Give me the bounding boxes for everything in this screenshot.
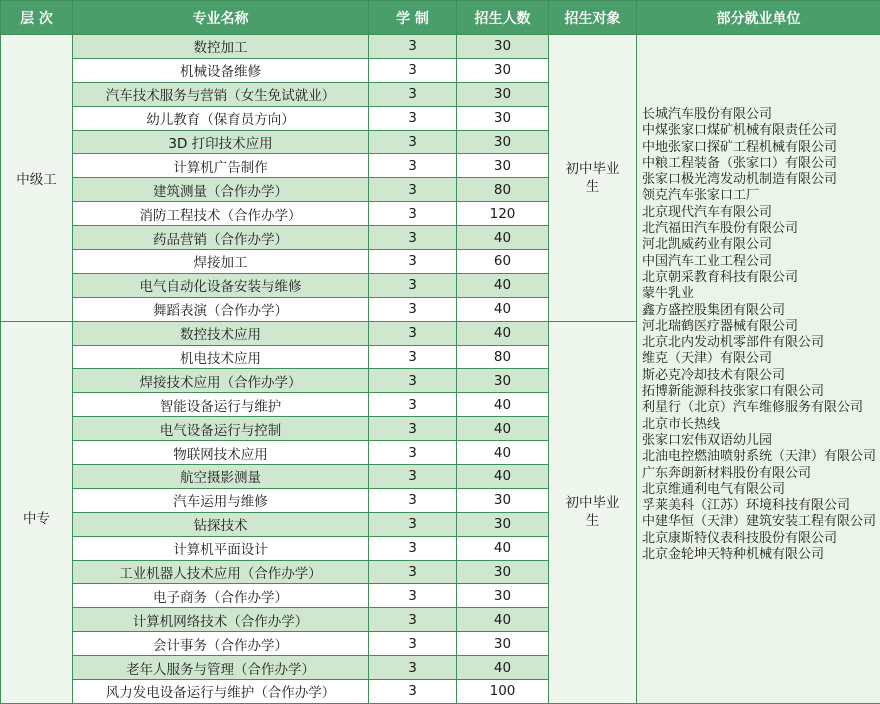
target-line: 初中毕业 xyxy=(565,160,620,177)
target-line: 生 xyxy=(585,178,600,195)
years-cell: 3 xyxy=(369,297,457,321)
major-cell: 3D 打印技术应用 xyxy=(73,130,369,154)
employer-item: 中粮工程装备（张家口）有限公司 xyxy=(642,155,838,171)
years-cell: 3 xyxy=(369,584,457,608)
years-cell: 3 xyxy=(369,226,457,250)
years-cell: 3 xyxy=(369,608,457,632)
major-cell: 钻探技术 xyxy=(73,512,369,536)
employer-item: 北京维通利电气有限公司 xyxy=(642,481,786,497)
employer-item: 广东奔朗新材料股份有限公司 xyxy=(642,465,812,481)
major-cell: 电子商务（合作办学） xyxy=(73,584,369,608)
header-row xyxy=(1,1,880,35)
employer-item: 张家口极光湾发动机制造有限公司 xyxy=(642,172,838,188)
employer-item: 中煤张家口煤矿机械有限责任公司 xyxy=(642,123,838,139)
target-line: 生 xyxy=(585,513,600,530)
employer-item: 北京北内发动机零部件有限公司 xyxy=(642,335,825,351)
years-cell: 3 xyxy=(369,154,457,178)
employer-item: 北京现代汽车有限公司 xyxy=(642,204,773,220)
employer-item: 河北瑞鹤医疗器械有限公司 xyxy=(642,318,799,334)
major-cell: 汽车技术服务与营销（女生免试就业） xyxy=(73,82,369,106)
header-level: 层 次 xyxy=(1,1,73,35)
enrollment-cell: 40 xyxy=(457,465,549,489)
years-cell: 3 xyxy=(369,178,457,202)
years-cell: 3 xyxy=(369,369,457,393)
enrollment-cell: 40 xyxy=(457,441,549,465)
major-cell: 数控加工 xyxy=(73,35,369,59)
header-target: 招生对象 xyxy=(549,1,637,35)
major-cell: 焊接技术应用（合作办学） xyxy=(73,369,369,393)
target-line: 初中毕业 xyxy=(565,495,620,512)
major-cell: 数控技术应用 xyxy=(73,321,369,345)
employer-item: 长城汽车股份有限公司 xyxy=(642,107,773,122)
enrollment-cell: 30 xyxy=(457,82,549,106)
enrollment-cell: 30 xyxy=(457,584,549,608)
enrollment-cell: 30 xyxy=(457,512,549,536)
enrollment-cell: 30 xyxy=(457,632,549,656)
years-cell: 3 xyxy=(369,130,457,154)
major-cell: 会计事务（合作办学） xyxy=(73,632,369,656)
years-cell: 3 xyxy=(369,488,457,512)
years-cell: 3 xyxy=(369,82,457,106)
header-major: 专业名称 xyxy=(73,1,369,35)
years-cell: 3 xyxy=(369,441,457,465)
employer-item: 维克（天津）有限公司 xyxy=(642,351,773,367)
employer-item: 蒙牛乳业 xyxy=(642,286,695,302)
years-cell: 3 xyxy=(369,560,457,584)
major-cell: 老年人服务与管理（合作办学） xyxy=(73,656,369,680)
employer-item: 北油电控燃油喷射系统（天津）有限公司 xyxy=(642,449,877,465)
years-cell: 3 xyxy=(369,680,457,704)
years-cell: 3 xyxy=(369,202,457,226)
enrollment-cell: 80 xyxy=(457,178,549,202)
table-row xyxy=(1,35,880,59)
header-years: 学 制 xyxy=(369,1,457,35)
enrollment-cell: 80 xyxy=(457,345,549,369)
years-cell: 3 xyxy=(369,465,457,489)
employer-item: 孚莱美科（江苏）环境科技有限公司 xyxy=(642,498,851,514)
years-cell: 3 xyxy=(369,512,457,536)
enrollment-cell: 30 xyxy=(457,560,549,584)
enrollment-cell: 40 xyxy=(457,417,549,441)
employer-item: 斯必克冷却技术有限公司 xyxy=(642,367,786,383)
major-cell: 焊接加工 xyxy=(73,250,369,274)
employer-item: 拓博新能源科技张家口有限公司 xyxy=(642,384,825,400)
major-cell: 计算机平面设计 xyxy=(73,536,369,560)
employer-item: 领克汽车张家口工厂 xyxy=(642,188,760,204)
years-cell: 3 xyxy=(369,321,457,345)
enrollment-cell: 30 xyxy=(457,488,549,512)
header-enrollment: 招生人数 xyxy=(457,1,549,35)
major-cell: 建筑测量（合作办学） xyxy=(73,178,369,202)
enrollment-cell: 30 xyxy=(457,369,549,393)
employer-item: 鑫方盛控股集团有限公司 xyxy=(642,302,786,318)
employer-item: 北汽福田汽车股份有限公司 xyxy=(642,221,799,237)
employer-item: 中建华恒（天津）建筑安装工程有限公司 xyxy=(642,514,877,530)
enrollment-cell: 30 xyxy=(457,58,549,82)
major-cell: 计算机网络技术（合作办学） xyxy=(73,608,369,632)
major-cell: 风力发电设备运行与维护（合作办学） xyxy=(73,680,369,704)
enrollment-cell: 30 xyxy=(457,154,549,178)
employer-item: 利星行（北京）汽车维修服务有限公司 xyxy=(642,400,864,416)
major-cell: 电气设备运行与控制 xyxy=(73,417,369,441)
years-cell: 3 xyxy=(369,536,457,560)
major-cell: 机电技术应用 xyxy=(73,345,369,369)
major-cell: 幼儿教育（保育员方向） xyxy=(73,106,369,130)
major-cell: 智能设备运行与维护 xyxy=(73,393,369,417)
years-cell: 3 xyxy=(369,393,457,417)
years-cell: 3 xyxy=(369,106,457,130)
years-cell: 3 xyxy=(369,273,457,297)
employer-item: 北京朝采教育科技有限公司 xyxy=(642,269,799,285)
level-cell: 中专 xyxy=(1,321,73,703)
major-cell: 电气自动化设备安装与维修 xyxy=(73,273,369,297)
employer-item: 北京康斯特仪表科技股份有限公司 xyxy=(642,530,838,546)
employer-item: 北京金轮坤天特种机械有限公司 xyxy=(642,547,825,563)
enrollment-cell: 40 xyxy=(457,297,549,321)
enrollment-cell: 40 xyxy=(457,393,549,417)
enrollment-cell: 40 xyxy=(457,536,549,560)
years-cell: 3 xyxy=(369,35,457,59)
major-cell: 舞蹈表演（合作办学） xyxy=(73,297,369,321)
enrollment-cell: 100 xyxy=(457,680,549,704)
enrollment-cell: 30 xyxy=(457,106,549,130)
target-cell xyxy=(549,321,637,703)
enrollment-cell: 120 xyxy=(457,202,549,226)
major-cell: 汽车运用与维修 xyxy=(73,488,369,512)
header-employers: 部分就业单位 xyxy=(637,1,880,35)
years-cell: 3 xyxy=(369,58,457,82)
enrollment-cell: 40 xyxy=(457,321,549,345)
years-cell: 3 xyxy=(369,250,457,274)
major-cell: 物联网技术应用 xyxy=(73,441,369,465)
employer-item: 中地张家口探矿工程机械有限公司 xyxy=(642,139,838,155)
enrollment-cell: 40 xyxy=(457,226,549,250)
table-body xyxy=(1,35,880,704)
employers-cell xyxy=(637,35,880,704)
employer-item: 河北凯威药业有限公司 xyxy=(642,237,773,253)
years-cell: 3 xyxy=(369,345,457,369)
years-cell: 3 xyxy=(369,656,457,680)
years-cell: 3 xyxy=(369,417,457,441)
employer-item: 北京市长热线 xyxy=(642,416,721,432)
enrollment-cell: 40 xyxy=(457,273,549,297)
major-cell: 计算机广告制作 xyxy=(73,154,369,178)
major-cell: 工业机器人技术应用（合作办学） xyxy=(73,560,369,584)
major-cell: 航空摄影测量 xyxy=(73,465,369,489)
level-cell: 中级工 xyxy=(1,35,73,322)
enrollment-cell: 40 xyxy=(457,608,549,632)
major-cell: 消防工程技术（合作办学） xyxy=(73,202,369,226)
employer-item: 中国汽车工业工程公司 xyxy=(642,253,773,269)
enrollment-cell: 30 xyxy=(457,130,549,154)
enrollment-cell: 30 xyxy=(457,35,549,59)
major-cell: 机械设备维修 xyxy=(73,58,369,82)
years-cell: 3 xyxy=(369,632,457,656)
major-cell: 药品营销（合作办学） xyxy=(73,226,369,250)
enrollment-cell: 40 xyxy=(457,656,549,680)
enrollment-cell: 60 xyxy=(457,250,549,274)
employer-item: 张家口宏伟双语幼儿园 xyxy=(642,432,773,448)
target-cell xyxy=(549,35,637,322)
